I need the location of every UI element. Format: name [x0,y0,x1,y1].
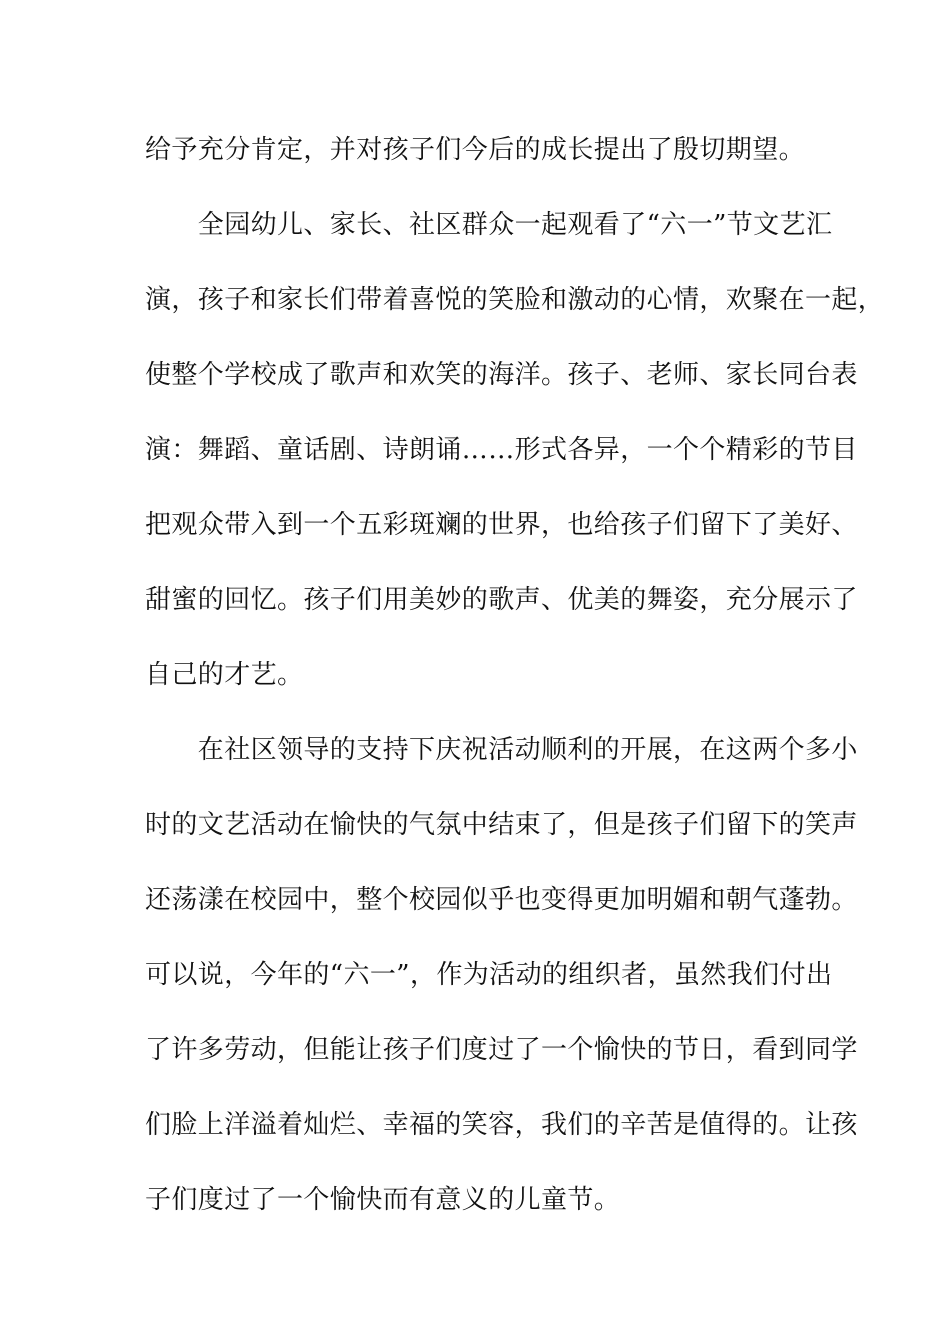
text-line: 在社区领导的支持下庆祝活动顺利的开展，在这两个多小 [145,735,858,765]
text-line: 全园幼儿、家长、社区群众一起观看了“六一”节文艺汇 [145,210,833,240]
text-line: 演：舞蹈、童话剧、诗朗诵……形式各异，一个个精彩的节目 [145,435,858,465]
text-line: 子们度过了一个愉快而有意义的儿童节。 [145,1185,621,1215]
text-line: 给予充分肯定，并对孩子们今后的成长提出了殷切期望。 [145,135,806,165]
text-line: 演，孩子和家长们带着喜悦的笑脸和激动的心情，欢聚在一起， [145,285,885,315]
text-line: 还荡漾在校园中，整个校园似乎也变得更加明媚和朝气蓬勃。 [145,885,858,915]
text-line: 使整个学校成了歌声和欢笑的海洋。孩子、老师、家长同台表 [145,360,858,390]
text-line: 了许多劳动，但能让孩子们度过了一个愉快的节日，看到同学 [145,1035,858,1065]
text-line: 们脸上洋溢着灿烂、幸福的笑容，我们的辛苦是值得的。让孩 [145,1110,858,1140]
text-line: 甜蜜的回忆。孩子们用美妙的歌声、优美的舞姿，充分展示了 [145,585,858,615]
text-line: 可以说，今年的“六一”，作为活动的组织者，虽然我们付出 [145,960,833,990]
text-line: 把观众带入到一个五彩斑斓的世界，也给孩子们留下了美好、 [145,510,858,540]
text-line: 时的文艺活动在愉快的气氛中结束了，但是孩子们留下的笑声 [145,810,858,840]
text-line: 自己的才艺。 [145,660,304,690]
